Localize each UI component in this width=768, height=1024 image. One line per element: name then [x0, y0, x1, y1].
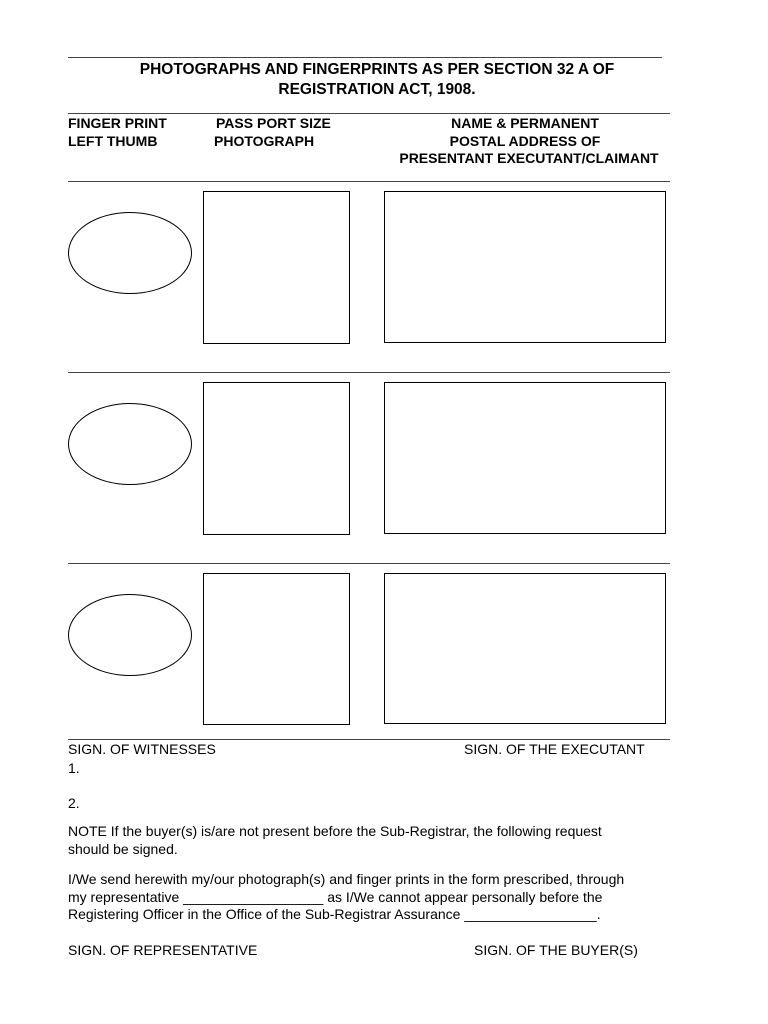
witness-1-label: 1. — [68, 760, 80, 776]
page-title — [68, 60, 686, 100]
top-rule — [68, 57, 662, 58]
header-name-line-3: PRESENTANT EXECUTANT/CLAIMANT — [399, 150, 659, 166]
header-photograph — [214, 115, 331, 150]
request-text — [68, 871, 708, 924]
sign-witnesses-label: SIGN. OF WITNESSES — [68, 741, 216, 757]
row-rule-1 — [68, 372, 670, 373]
request-line-3: Registering Officer in the Office of the Sub-Registrar Assurance _________________. — [68, 906, 601, 922]
name-address-box-2[interactable] — [384, 382, 666, 534]
left-thumb-oval-1[interactable] — [68, 212, 192, 294]
note-text — [68, 823, 708, 858]
name-address-box-3[interactable] — [384, 573, 666, 724]
header-photograph-line-1: PASS PORT SIZE — [216, 115, 331, 131]
name-address-box-1[interactable] — [384, 191, 666, 343]
left-thumb-oval-3[interactable] — [68, 594, 192, 676]
row-rule-2 — [68, 563, 670, 564]
photograph-box-1[interactable] — [203, 191, 350, 344]
title-rule — [68, 113, 670, 114]
sign-executant-label: SIGN. OF THE EXECUTANT — [464, 741, 645, 757]
photograph-box-3[interactable] — [203, 573, 350, 725]
row-rule-3 — [68, 739, 670, 740]
sign-buyers-label: SIGN. OF THE BUYER(S) — [474, 942, 638, 958]
header-name-address — [384, 115, 674, 168]
request-line-1: I/We send herewith my/our photograph(s) and finger prints in the form prescribed, through — [68, 871, 625, 887]
title-line-2: REGISTRATION ACT, 1908. — [278, 81, 476, 98]
note-line-2: should be signed. — [68, 840, 178, 857]
header-finger-print — [68, 115, 167, 150]
header-name-line-2: POSTAL ADDRESS OF — [449, 132, 601, 149]
witness-2-label: 2. — [68, 795, 80, 811]
left-thumb-oval-2[interactable] — [68, 403, 192, 485]
header-photograph-line-2: PHOTOGRAPH — [214, 132, 315, 149]
header-name-line-1: NAME & PERMANENT — [451, 115, 599, 131]
sign-representative-label: SIGN. OF REPRESENTATIVE — [68, 942, 258, 958]
photograph-box-2[interactable] — [203, 382, 350, 535]
note-line-1: NOTE If the buyer(s) is/are not present before the Sub-Registrar, the following request — [68, 823, 602, 839]
request-line-2: my representative __________________ as I/We cannot appear personally before the — [68, 888, 603, 905]
title-line-1: PHOTOGRAPHS AND FINGERPRINTS AS PER SECTION 32 A OF — [139, 61, 615, 78]
header-finger-print-line-1: FINGER PRINT — [68, 115, 167, 131]
header-finger-print-line-2: LEFT THUMB — [68, 132, 158, 149]
header-rule — [68, 181, 670, 182]
